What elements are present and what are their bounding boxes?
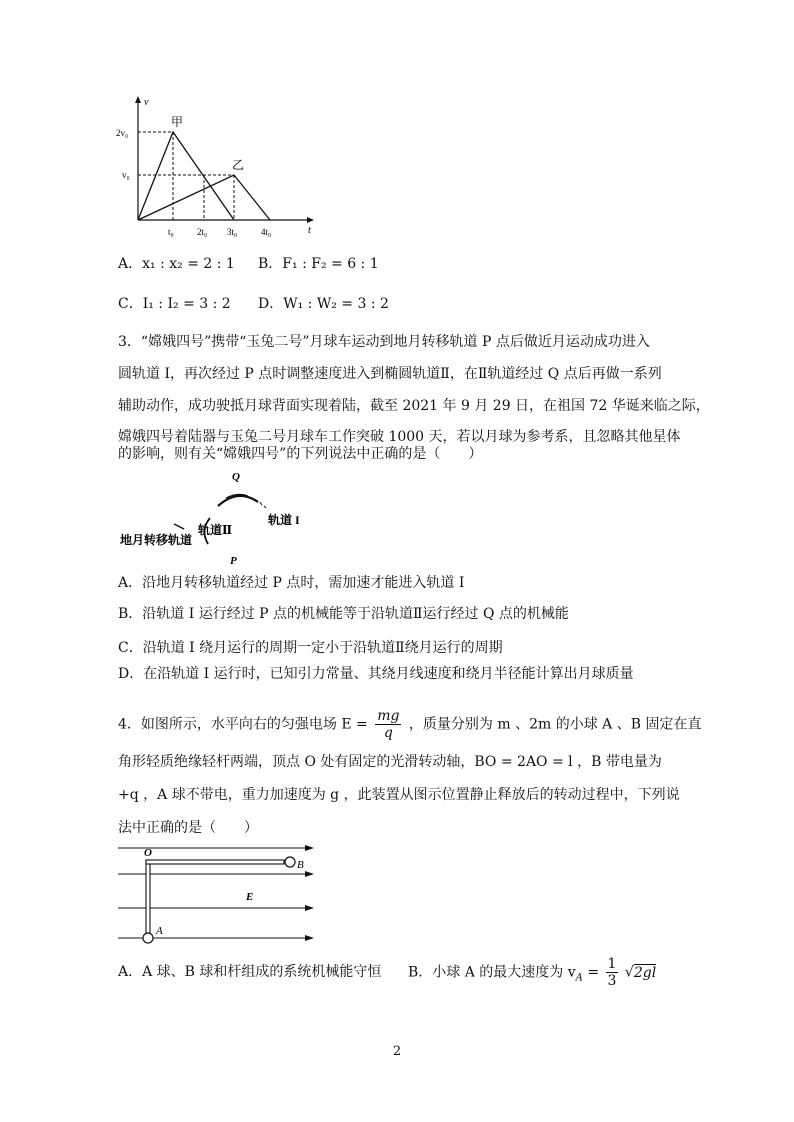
q2-option-c: C．I₁ : I₂ = 3 : 2 (118, 296, 231, 312)
q3-stem-line3: 辅助动作，成功驶抵月球背面实现着陆，截至 2021 年 9 月 29 日，在祖国 72 华诞来临之际， (118, 398, 710, 414)
q3-option-b: B．沿轨道 I 运行经过 P 点的机械能等于沿轨道Ⅱ运行经过 Q 点的机械能 (118, 606, 569, 622)
q3-stem-line1: 3．“嫦娥四号”携带“玉兔二号”月球车运动到地月转移轨道 P 点后做近月运动成功进入 (118, 334, 650, 350)
q4-option-b-sub: A (575, 972, 583, 984)
page-number: 2 (392, 1044, 402, 1059)
q4-option-b (408, 956, 656, 989)
q4-stem-line1-post: ，质量分别为 m 、2m 的小球 A 、B 固定在直 (408, 716, 702, 733)
label-track1: 轨道 I (268, 513, 300, 527)
q2-option-b: B．F₁ : F₂ = 6 : 1 (258, 256, 379, 272)
v-axis-label: v (144, 97, 149, 108)
y-tick-2v0: 2v₀ (116, 128, 129, 138)
label-transfer-orbit: 地月转移轨道 (120, 533, 193, 547)
line-jia (138, 132, 234, 220)
q3-option-d: D．在沿轨道 I 运行时，已知引力常量、其绕月线速度和绕月半径能计算出月球质量 (118, 666, 634, 682)
x-tick-3t0: 3t₀ (227, 227, 238, 237)
label-a: A (156, 925, 163, 937)
q4-stem-line1-pre: 4．如图所示，水平向右的匀强电场 E = (118, 716, 368, 733)
sqrt-icon: √ (624, 964, 634, 981)
q4-fraction-den: q (383, 725, 393, 741)
label-yi: 乙 (232, 158, 245, 172)
q4-option-b-den: 3 (607, 973, 617, 989)
x-tick-2t0: 2t₀ (197, 227, 208, 237)
vt-graph (110, 92, 330, 242)
q4-stem-line4: 法中正确的是（ ） (118, 820, 258, 836)
x-tick-t0: t₀ (168, 227, 174, 237)
label-e: E (246, 891, 254, 903)
q3-option-c: C．沿轨道 I 绕月运行的周期一定小于沿轨道Ⅱ绕月运行的周期 (118, 640, 503, 656)
q3-stem-line4: 嫦娥四号着陆器与玉兔二号月球车工作突破 1000 天，若以月球为参考系，且忽略其他星体 (118, 429, 681, 445)
label-track2: 轨道Ⅱ (198, 523, 233, 537)
label-o: O (144, 847, 152, 859)
t-axis-label: t (308, 225, 311, 236)
q4-stem-line1 (118, 708, 701, 741)
q3-stem-line2: 圆轨道 I，再次经过 P 点时调整速度进入到椭圆轨道Ⅱ，在Ⅱ轨道经过 Q 点后再做一系列 (118, 366, 662, 382)
q2-option-a: A．x₁ : x₂ = 2 : 1 (118, 256, 235, 272)
ball-a (143, 933, 153, 943)
q4-option-b-pre: B．小球 A 的最大速度为 v (408, 964, 576, 981)
label-jia: 甲 (171, 115, 184, 129)
label-p: P (230, 555, 237, 567)
q3-stem-line5: 的影响，则有关“嫦娥四号”的下列说法中正确的是（ ） (118, 446, 483, 462)
q3-option-a: A．沿地月转移轨道经过 P 点时，需加速才能进入轨道 I (118, 575, 465, 591)
q4-fraction (375, 708, 401, 741)
label-b: B (297, 859, 304, 871)
q4-option-b-fraction (606, 956, 619, 989)
q4-option-b-num: 1 (607, 956, 617, 972)
q4-option-a: A．A 球、B 球和杆组成的系统机械能守恒 (118, 964, 382, 980)
q4-fraction-num: mg (377, 708, 400, 724)
q4-option-b-root: 2gl (633, 964, 657, 981)
rod-field-diagram (116, 842, 326, 946)
label-q: Q (232, 471, 240, 483)
orbit-diagram (118, 466, 338, 570)
q4-option-b-eq: = (582, 964, 604, 981)
q4-stem-line3: +q ，A 球不带电，重力加速度为 g ，此装置从图示位置静止释放后的转动过程中，下列说 (118, 787, 680, 803)
y-tick-v0: v₀ (122, 170, 130, 180)
x-tick-4t0: 4t₀ (261, 227, 272, 237)
ball-b (285, 857, 295, 867)
q4-stem-line2: 角形轻质绝缘轻杆两端，顶点 O 处有固定的光滑转动轴，BO = 2AO = l ，B 带电量为 (118, 754, 662, 770)
q2-option-d: D．W₁ : W₂ = 3 : 2 (258, 296, 389, 312)
